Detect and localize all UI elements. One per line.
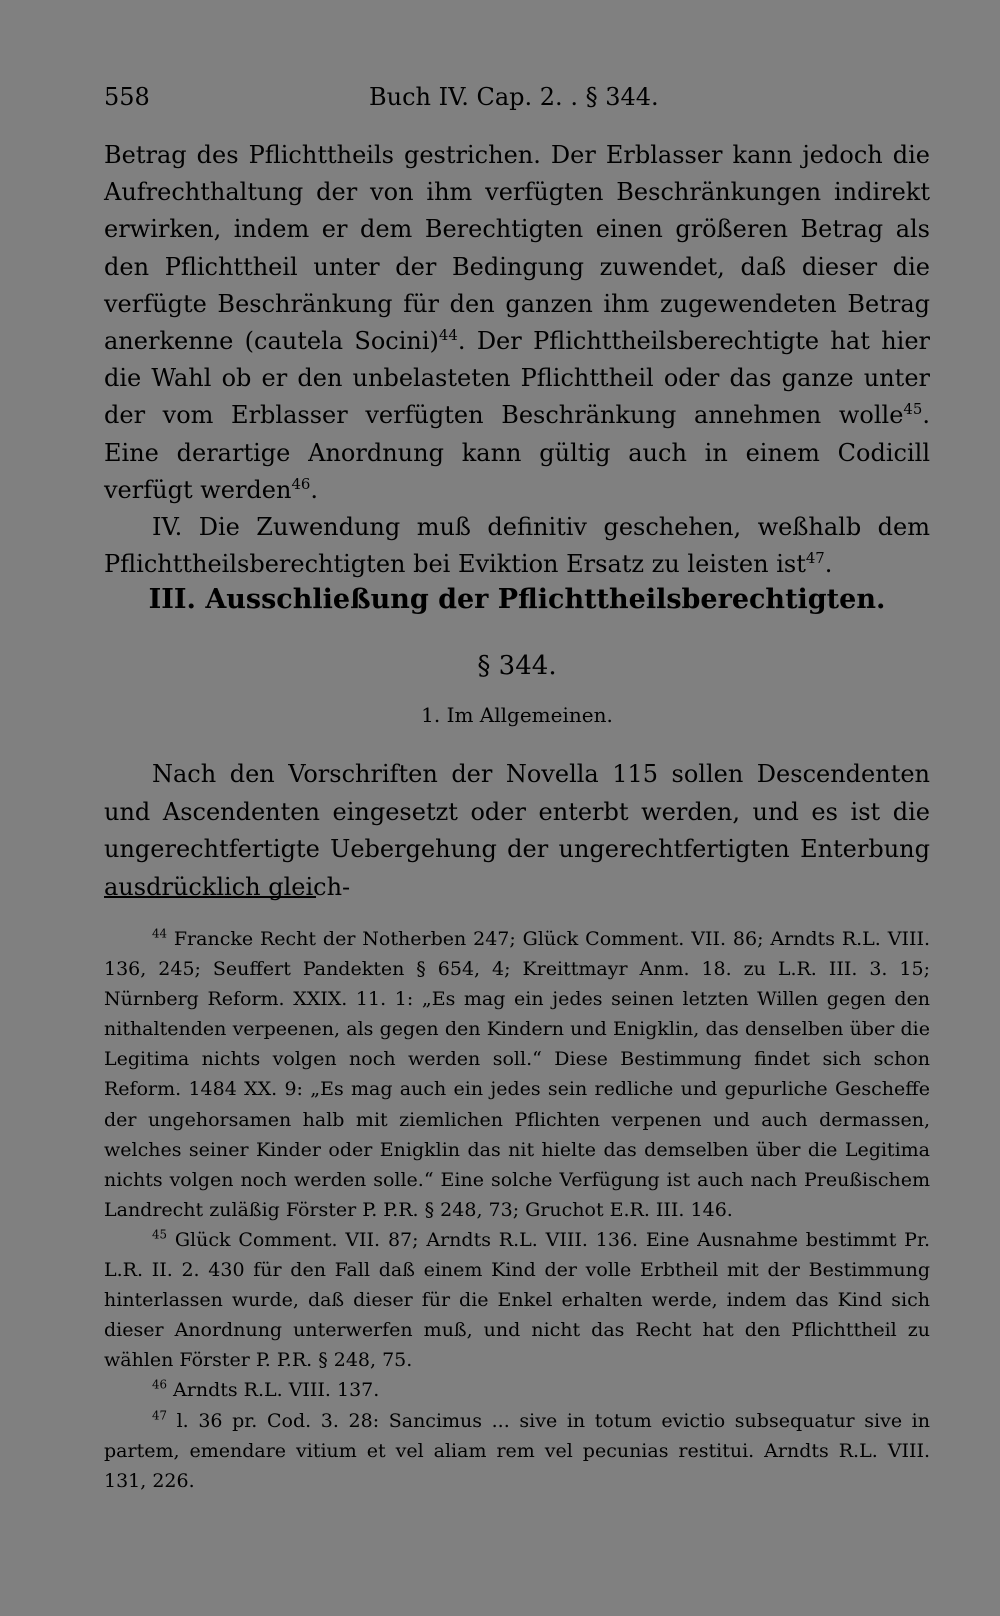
paragraph-continuation [104,137,930,509]
footnote-ref-47: 47 [805,549,825,568]
paragraph-text: IV. Die Zuwendung muß definitiv geschehen, weßhalb dem Pflichttheilsberechtigten bei Eviktion Ersatz zu leisten ist [104,513,930,579]
footnote-text: Glück Comment. VII. 87; Arndts R.L. VIII. 136. Eine Ausnahme bestimmt Pr. L.R. II. 2. 430 für den Fall daß einem Kind der volle Erbtheil mit der Bestimmung hinterlassen wurde, daß dieser für die Enkel erhalten werde, indem das Kind sich dieser Anordnung unterwerfen muß, und nicht das Recht hat den Pflichttheil zu wählen Förster P. P.R. § 248, 75. [104,1228,930,1372]
footnote-marker: 45 [152,1227,167,1242]
footnote-text: Arndts R.L. VIII. 137. [166,1379,380,1402]
subsection-title: 1. Im Allgemeinen. [421,703,613,727]
section-number: § 344. [477,651,557,681]
footnote-text: Francke Recht der Notherben 247; Glück Comment. VII. 86; Arndts R.L. VIII. 136, 245; Seuffert Pandekten § 654, 4; Kreittmayr Anm. 18. zu L.R. III. 3. 15; Nürnberg Reform. XXIX. 11. 1: „Es mag ein jedes seinen letzten Willen gegen den nithaltenden verpeenen, als gegen den Kindern und Enigklin, das denselben über die Legitima nichts volgen noch werden soll.“ Diese Bestimmung findet sich schon Reform. 1484 XX. 9: „Es mag auch ein jedes sein redliche und gepurliche Gescheffe der ungehorsamen halb mit ziemlichen Pflichten verpenen und auch dermassen, welches seiner Kinder oder Enigklin das nit hielte das demselben über die Legitima nichts volgen noch werden solle.“ Eine solche Verfügung ist auch nach Preußischem Landrecht zuläßig Förster P. P.R. § 248, 73; Gruchot E.R. III. 146. [104,928,930,1221]
footnote-44 [104,924,930,1225]
continued-text [104,137,930,583]
page-number: 558 [104,83,150,111]
paragraph-iv [104,509,930,583]
section-heading: III. Ausschließung der Pflichttheilsberechtigten. [148,584,886,615]
footnote-divider [104,896,316,898]
footnote-text: l. 36 pr. Cod. 3. 28: Sancimus ... sive in totum evictio subsequatur sive in partem, emendare vitium et vel aliam rem vel pecunias restitui. Arndts R.L. VIII. 131, 226. [104,1409,930,1492]
footnotes [104,924,930,1496]
footnote-ref-45: 45 [903,400,923,419]
footnote-marker: 46 [152,1378,167,1393]
paragraph-text: . [824,550,833,579]
footnote-ref-44: 44 [438,326,458,345]
main-paragraph: Nach den Vorschriften der Novella 115 sollen Descendenten und Ascendenten eingesetzt oder enterbt werden, und es ist die ungerechtfertigte Uebergehung der ungerechtfertigten Enterbung ausdrücklich gleich- [104,760,930,901]
running-head [104,80,930,114]
paragraph-text: . Der Pflichttheilsberechtigte hat hier die Wahl ob er den unbelasteten Pflichttheil oder das ganze unter der vom Erblasser verfügten Beschränkung annehmen wolle [104,327,930,430]
footnote-45 [104,1225,930,1375]
paragraph-text: Betrag des Pflichttheils gestrichen. Der Erblasser kann jedoch die Aufrechthaltung der von ihm verfügten Beschränkungen indirekt erwirken, indem er dem Berechtigten einen größeren Betrag als den Pflichttheil unter der Bedingung zuwendet, daß dieser die verfügte Beschränkung für den ganzen ihm zugewendeten Betrag anerkenne (cautela Socini) [104,141,930,356]
paragraph-text: . [310,475,319,504]
footnote-ref-46: 46 [291,474,311,493]
footnote-46 [104,1375,930,1405]
running-title: Buch IV. Cap. 2. . § 344. [369,83,659,111]
paragraph-text: . Eine derartige Anordnung kann gültig auch in einem Codicill verfügt werden [104,401,930,504]
footnote-marker: 44 [152,926,167,941]
footnote-marker: 47 [152,1408,167,1423]
footnote-47 [104,1406,930,1496]
